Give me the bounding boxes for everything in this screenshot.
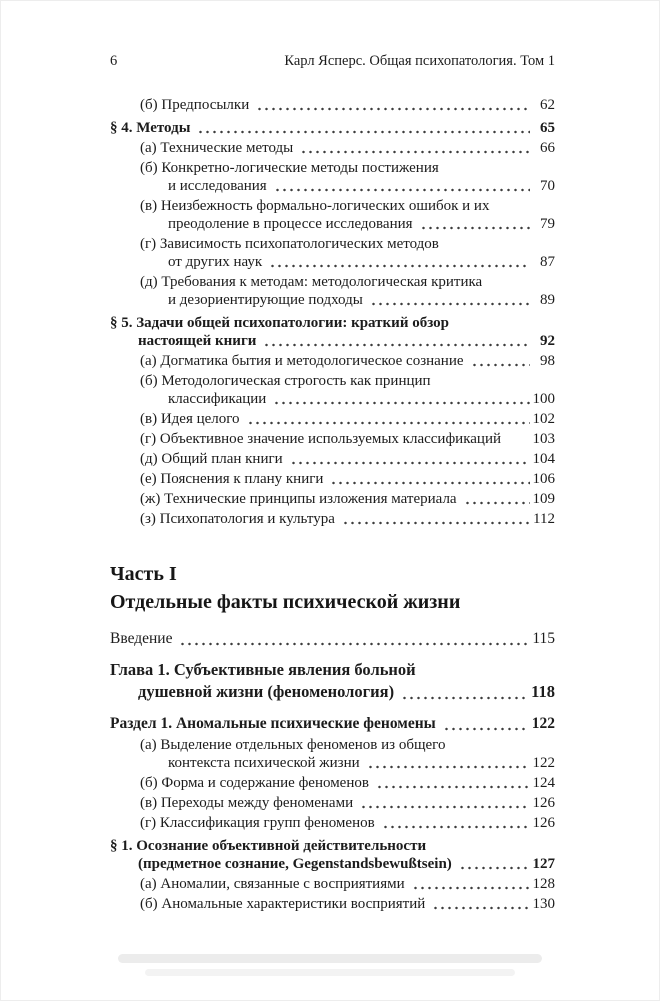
toc-entry-first-line: (г) Зависимость психопатологических методов: [140, 236, 439, 252]
toc-entry-page-number: 66: [540, 140, 555, 156]
toc-entry-first-line: § 5. Задачи общей психопатологии: краткий обзор: [110, 315, 450, 331]
toc-entry-title: душевной жизни (феноменология): [138, 682, 395, 701]
toc-entry-first-line: (б) Методологическая строгость как принцип: [140, 373, 431, 389]
toc-entry-page-number: 126: [532, 815, 555, 831]
toc-bottom-section: [110, 629, 555, 913]
dot-leader: [247, 410, 530, 428]
toc-entry-page-number: 103: [532, 431, 555, 447]
dot-leader: [179, 629, 529, 649]
toc-entry-title: (ж) Технические принципы изложения материала: [140, 491, 457, 507]
toc-entry: [110, 659, 555, 703]
toc-entry-page-number: 109: [532, 491, 555, 507]
toc-entry-page-number: 130: [532, 896, 555, 912]
toc-entry-title: (предметное сознание, Gegenstandsbewußtsein): [138, 856, 452, 872]
toc-entry: [110, 814, 555, 832]
dot-leader: [464, 490, 530, 508]
toc-entry-title: (г) Классификация групп феноменов: [140, 815, 375, 831]
toc-entry: [110, 273, 555, 309]
page-number: 6: [110, 53, 118, 69]
toc-entry-first-line: § 1. Осознание объективной действительности: [110, 838, 427, 854]
toc-entry: [110, 875, 555, 893]
toc-entry-page-number: 98: [540, 353, 555, 369]
toc-entry-page-number: 79: [540, 216, 555, 232]
toc-entry-first-line: (в) Неизбежность формально-логических ошибок и их: [140, 198, 490, 214]
toc-entry-title: Раздел 1. Аномальные психические феномены: [110, 715, 436, 732]
toc-entry: [110, 314, 555, 350]
toc-entry-first-line: (б) Конкретно-логические методы постижения: [140, 160, 439, 176]
running-title: Карл Ясперс. Общая психопатология. Том 1: [284, 53, 555, 69]
toc-entry: [110, 510, 555, 528]
toc-entry-page-number: 92: [540, 333, 555, 349]
toc-entry-page-number: 122: [532, 755, 555, 771]
toc-entry-title: и дезориентирующие подходы: [168, 292, 363, 308]
dot-leader: [471, 352, 530, 370]
toc-entry: [110, 96, 555, 114]
toc-entry-title: преодоление в процессе исследования: [168, 216, 413, 232]
toc-entry-page-number: 112: [533, 511, 555, 527]
toc-entry-title: от других наук: [168, 254, 263, 270]
dot-leader: [367, 754, 530, 772]
toc-entry-page-number: 100: [532, 391, 555, 407]
toc-entry-title: (а) Технические методы: [140, 140, 294, 156]
toc-entry-title: и исследования: [168, 178, 267, 194]
toc-entry: [110, 430, 555, 448]
toc-entry: [110, 159, 555, 195]
page-stack-edge: [118, 954, 542, 963]
toc-entry-title: (д) Общий план книги: [140, 451, 283, 467]
toc-entry-title: (б) Аномальные характеристики восприятий: [140, 896, 426, 912]
dot-leader: [508, 430, 530, 448]
toc-entry-title: (б) Предпосылки: [140, 97, 250, 113]
dot-leader: [443, 714, 529, 734]
toc-entry-first-line: (а) Выделение отдельных феноменов из общего: [140, 737, 446, 753]
toc-entry-page-number: 102: [532, 411, 555, 427]
toc-entry-page-number: 127: [532, 856, 555, 872]
part-title-heading: Отдельные факты психической жизни: [110, 591, 461, 613]
toc-entry-page-number: 65: [540, 120, 555, 136]
dot-leader: [382, 814, 530, 832]
dot-leader: [269, 253, 530, 271]
dot-leader: [256, 96, 530, 114]
dot-leader: [263, 332, 530, 350]
toc-entry: [110, 372, 555, 408]
toc-entry-page-number: 122: [531, 715, 555, 732]
toc-entry-first-line: (д) Требования к методам: методологическая критика: [140, 274, 483, 290]
toc-entry-title: (а) Аномалии, связанные с восприятиями: [140, 876, 405, 892]
toc-entry-page-number: 89: [540, 292, 555, 308]
dot-leader: [273, 390, 529, 408]
toc-entry-page-number: 104: [532, 451, 555, 467]
toc-entry-first-line: Глава 1. Субъективные явления больной: [110, 660, 416, 679]
toc-entry: [110, 410, 555, 428]
toc-entry-page-number: 126: [532, 795, 555, 811]
dot-leader: [432, 895, 529, 913]
dot-leader: [330, 470, 529, 488]
toc-entry-title: (в) Переходы между феноменами: [140, 795, 354, 811]
dot-leader: [360, 794, 529, 812]
toc-entry: [110, 736, 555, 772]
toc-entry-title: (а) Догматика бытия и методологическое сознание: [140, 353, 464, 369]
toc-entry: [110, 470, 555, 488]
toc-entry: [110, 629, 555, 649]
part-heading: [110, 560, 555, 616]
toc-entry: [110, 450, 555, 468]
page-stack-edge-lower: [145, 969, 515, 976]
part-number-heading: Часть I: [110, 563, 177, 585]
dot-leader: [342, 510, 530, 528]
toc-entry-title: контекста психической жизни: [168, 755, 360, 771]
toc-entry-page-number: 106: [532, 471, 555, 487]
dot-leader: [370, 291, 530, 309]
toc-entry: [110, 895, 555, 913]
toc-entry: [110, 352, 555, 370]
toc-entry: [110, 774, 555, 792]
dot-leader: [412, 875, 530, 893]
toc-entry-title: (з) Психопатология и культура: [140, 511, 335, 527]
toc-entry-title: Введение: [110, 630, 173, 647]
toc-entry: [110, 197, 555, 233]
dot-leader: [300, 139, 530, 157]
toc-entry-page-number: 118: [531, 682, 555, 701]
toc-entry-title: классификации: [168, 391, 267, 407]
toc-entry: [110, 837, 555, 873]
toc-entry-title: (е) Пояснения к плану книги: [140, 471, 324, 487]
toc-entry-page-number: 87: [540, 254, 555, 270]
toc-entry-title: (г) Объективное значение используемых классификаций: [140, 431, 501, 447]
page-header: [110, 52, 555, 70]
toc-entry-title: настоящей книги: [138, 333, 257, 349]
toc-entry-page-number: 124: [532, 775, 555, 791]
dot-leader: [459, 855, 530, 873]
toc-entry: [110, 794, 555, 812]
toc-entry: [110, 490, 555, 508]
dot-leader: [376, 774, 530, 792]
toc-entry-title: (в) Идея целого: [140, 411, 240, 427]
dot-leader: [274, 177, 530, 195]
dot-leader: [420, 215, 530, 233]
dot-leader: [197, 119, 530, 137]
toc-entry: [110, 139, 555, 157]
toc-entry-title: (б) Форма и содержание феноменов: [140, 775, 369, 791]
dot-leader: [401, 681, 528, 703]
toc-entry-page-number: 128: [532, 876, 555, 892]
toc-entry-title: § 4. Методы: [110, 120, 191, 136]
dot-leader: [290, 450, 530, 468]
toc-top-section: [110, 96, 555, 528]
toc-entry: [110, 235, 555, 271]
toc-entry-page-number: 115: [532, 630, 555, 647]
toc-entry-page-number: 70: [540, 178, 555, 194]
toc-entry: [110, 119, 555, 137]
toc-entry: [110, 714, 555, 734]
toc-entry-page-number: 62: [540, 97, 555, 113]
